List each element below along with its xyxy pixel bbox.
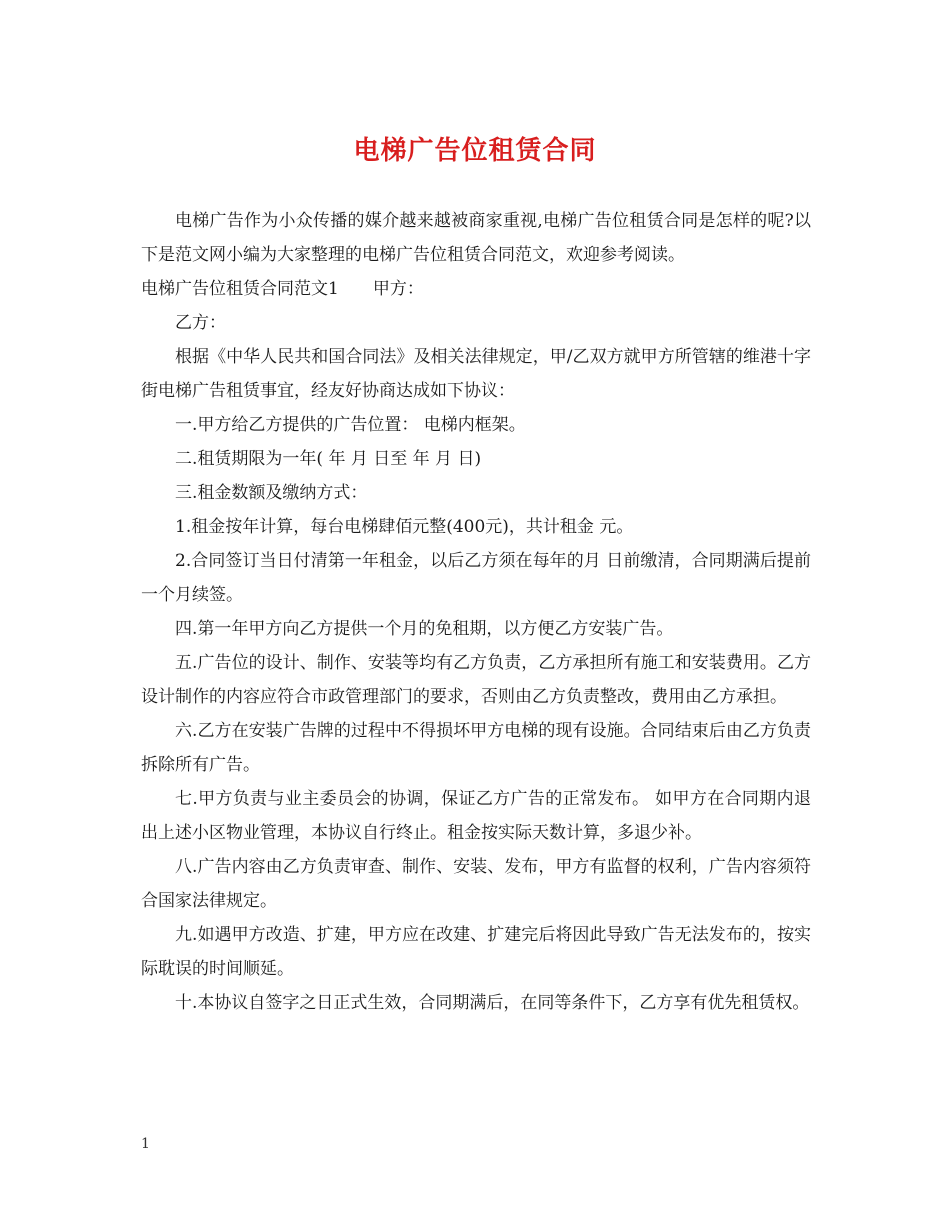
clause-7: 七.甲方负责与业主委员会的协调，保证乙方广告的正常发布。 如甲方在合同期内退出上述小区物业管理，本协议自行终止。租金按实际天数计算，多退少补。 <box>141 789 811 843</box>
clause-10: 十.本协议自签字之日正式生效，合同期满后，在同等条件下，乙方享有优先租赁权。 <box>175 993 810 1013</box>
clause-4: 四.第一年甲方向乙方提供一个月的免租期，以方便乙方安装广告。 <box>175 619 674 639</box>
sample-heading-line <box>141 272 811 306</box>
party-a-label: 甲方： <box>372 279 424 299</box>
clause-6: 六.乙方在安装广告牌的过程中不得损坏甲方电梯的现有设施。合同结束后由乙方负责拆除所有广告。 <box>141 721 811 775</box>
document-title: 电梯广告位租赁合同 <box>353 136 597 166</box>
page-number: 1 <box>141 1136 150 1152</box>
clause-8: 八.广告内容由乙方负责审查、制作、安装、发布，甲方有监督的权利，广告内容须符合国家法律规定。 <box>141 857 811 911</box>
clause-5: 五.广告位的设计、制作、安装等均有乙方负责，乙方承担所有施工和安装费用。乙方设计制作的内容应符合市政管理部门的要求，否则由乙方负责整改，费用由乙方承担。 <box>141 653 811 707</box>
intro-paragraph: 电梯广告作为小众传播的媒介越来越被商家重视,电梯广告位租赁合同是怎样的呢?以下是范文网小编为大家整理的电梯广告位租赁合同范文，欢迎参考阅读。 <box>141 211 811 265</box>
clause-3: 三.租金数额及缴纳方式： <box>175 483 368 503</box>
document-body <box>141 204 811 1020</box>
preamble-paragraph: 根据《中华人民共和国合同法》及相关法律规定，甲/乙双方就甲方所管辖的维港十字街电梯广告租赁事宜，经友好协商达成如下协议： <box>141 347 811 401</box>
clause-9: 九.如遇甲方改造、扩建，甲方应在改建、扩建完后将因此导致广告无法发布的，按实际耽误的时间顺延。 <box>141 925 811 979</box>
clause-1: 一.甲方给乙方提供的广告位置： 电梯内框架。 <box>175 415 526 435</box>
clause-3-item-1: 1.租金按年计算，每台电梯肆佰元整(400元)，共计租金 元。 <box>175 517 634 537</box>
clause-3-item-2: 2.合同签订当日付清第一年租金，以后乙方须在每年的月 日前缴清，合同期满后提前一个月续签。 <box>141 551 811 605</box>
clause-2: 二.租赁期限为一年( 年 月 日至 年 月 日) <box>175 449 482 469</box>
sample-heading: 电梯广告位租赁合同范文1 <box>141 279 339 299</box>
party-b-label: 乙方： <box>175 313 226 333</box>
